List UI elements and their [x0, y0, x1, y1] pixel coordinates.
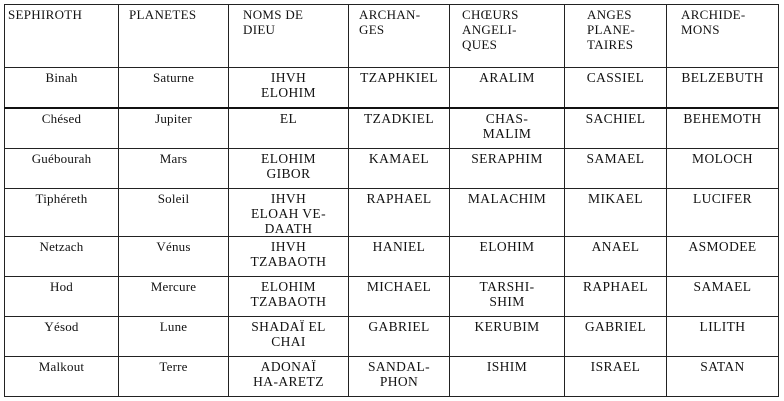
table-row	[5, 108, 779, 149]
table-cell: Netzach	[5, 237, 119, 277]
header-cell-archidemons: ARCHIDE- MONS	[667, 5, 779, 68]
table-cell: LILITH	[667, 317, 779, 357]
table-row	[5, 237, 779, 277]
table-cell: Chésed	[5, 108, 119, 149]
table-cell: Hod	[5, 277, 119, 317]
table-cell: LUCIFER	[667, 189, 779, 237]
table-cell: Vénus	[119, 237, 229, 277]
table-cell: RAPHAEL	[565, 277, 667, 317]
table-row	[5, 68, 779, 109]
table-cell: KAMAEL	[349, 149, 450, 189]
table-cell: ELOHIM GIBOR	[229, 149, 349, 189]
table-row	[5, 357, 779, 397]
header-row	[5, 5, 779, 68]
table-cell: GABRIEL	[565, 317, 667, 357]
table-cell: TZADKIEL	[349, 108, 450, 149]
table-cell: Yésod	[5, 317, 119, 357]
table-cell: Malkout	[5, 357, 119, 397]
table-cell: SAMAEL	[565, 149, 667, 189]
table-cell: ASMODEE	[667, 237, 779, 277]
header-cell-choeurs-angeliques: CHŒURS ANGELI- QUES	[450, 5, 565, 68]
table-cell: MALACHIM	[450, 189, 565, 237]
table-cell: Binah	[5, 68, 119, 109]
table-cell: MICHAEL	[349, 277, 450, 317]
table-cell: ADONAÏ HA-ARETZ	[229, 357, 349, 397]
table-cell: BEHEMOTH	[667, 108, 779, 149]
table-cell: CASSIEL	[565, 68, 667, 109]
table-cell: TARSHI- SHIM	[450, 277, 565, 317]
table-cell: RAPHAEL	[349, 189, 450, 237]
table-cell: SHADAÏ EL CHAI	[229, 317, 349, 357]
table-cell: TZAPHKIEL	[349, 68, 450, 109]
table-cell: ELOHIM	[450, 237, 565, 277]
table-cell: Tiphéreth	[5, 189, 119, 237]
table-cell: KERUBIM	[450, 317, 565, 357]
table-cell: SERAPHIM	[450, 149, 565, 189]
table-cell: ISRAEL	[565, 357, 667, 397]
table-cell: BELZEBUTH	[667, 68, 779, 109]
table-cell: IHVH ELOHIM	[229, 68, 349, 109]
table-cell: SAMAEL	[667, 277, 779, 317]
table-row	[5, 189, 779, 237]
header-cell-planetes: PLANETES	[119, 5, 229, 68]
table-cell: ARALIM	[450, 68, 565, 109]
table-cell: ISHIM	[450, 357, 565, 397]
table-cell: SANDAL- PHON	[349, 357, 450, 397]
table-cell: Saturne	[119, 68, 229, 109]
table-cell: Mercure	[119, 277, 229, 317]
table-cell: Mars	[119, 149, 229, 189]
table-cell: HANIEL	[349, 237, 450, 277]
table-cell: SACHIEL	[565, 108, 667, 149]
header-cell-noms-de-dieu: NOMS DE DIEU	[229, 5, 349, 68]
correspondence-table	[4, 4, 779, 397]
table-cell: CHAS- MALIM	[450, 108, 565, 149]
table-cell: Lune	[119, 317, 229, 357]
table-cell: Guébourah	[5, 149, 119, 189]
table-cell: EL	[229, 108, 349, 149]
table-cell: ANAEL	[565, 237, 667, 277]
table-row	[5, 317, 779, 357]
table-cell: MOLOCH	[667, 149, 779, 189]
table-cell: Soleil	[119, 189, 229, 237]
table-cell: IHVH ELOAH VE- DAATH	[229, 189, 349, 237]
header-cell-archanges: ARCHAN- GES	[349, 5, 450, 68]
table-cell: Jupiter	[119, 108, 229, 149]
table-cell: SATAN	[667, 357, 779, 397]
table-cell: GABRIEL	[349, 317, 450, 357]
table-cell: MIKAEL	[565, 189, 667, 237]
table-row	[5, 149, 779, 189]
table-cell: ELOHIM TZABAOTH	[229, 277, 349, 317]
table-cell: Terre	[119, 357, 229, 397]
header-cell-sephiroth: SEPHIROTH	[5, 5, 119, 68]
table-row	[5, 277, 779, 317]
header-cell-anges-planetaires: ANGES PLANE- TAIRES	[565, 5, 667, 68]
table-cell: IHVH TZABAOTH	[229, 237, 349, 277]
